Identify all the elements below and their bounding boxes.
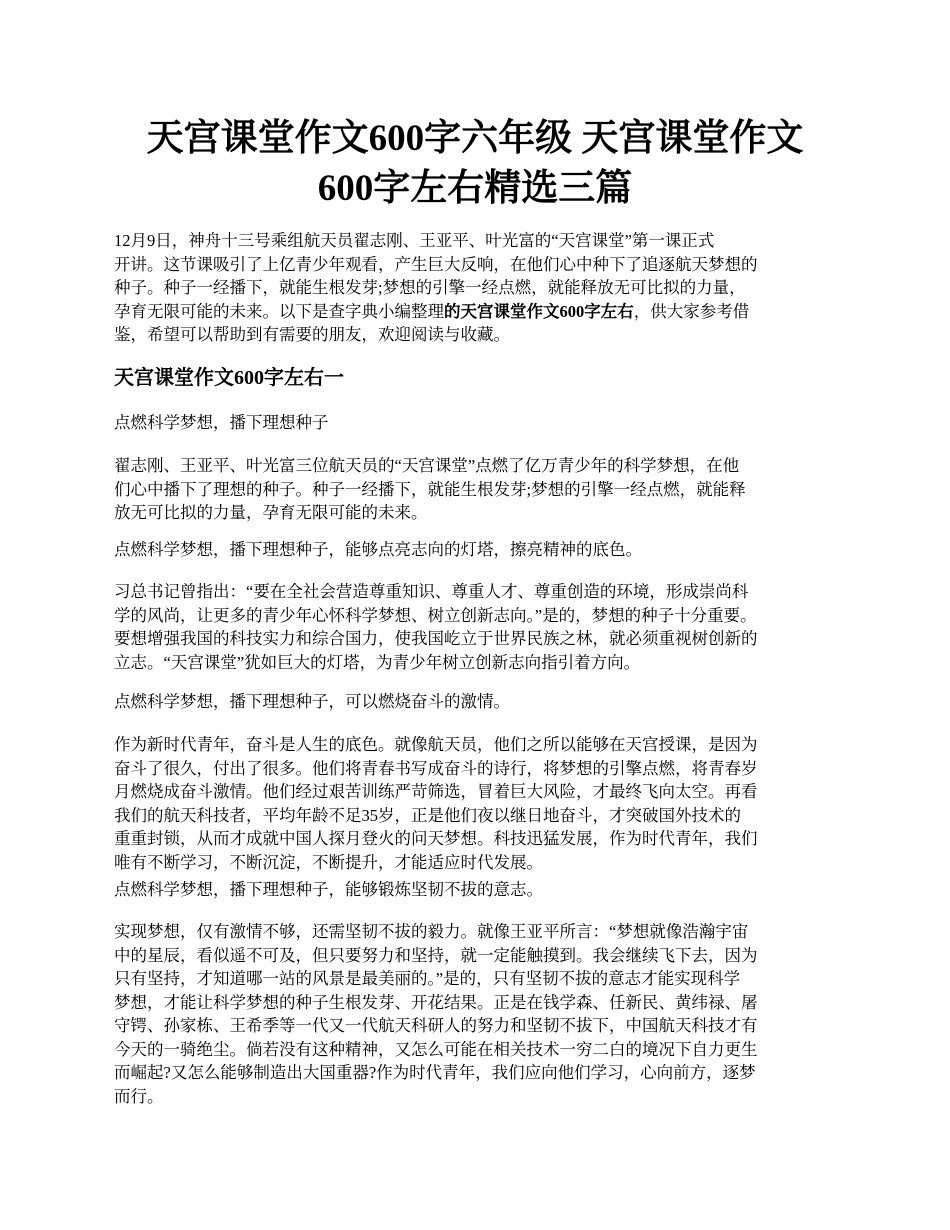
paragraph-line: 而行。 <box>114 1086 164 1106</box>
paragraph-line: 学的风尚，让更多的青少年心怀科学梦想、树立创新志向。”是的，梦想的种子十分重要。 <box>114 605 757 625</box>
intro-line: 开讲。这节课吸引了上亿青少年观看，产生巨大反响，在他们心中种下了追逐航天梦想的 <box>114 254 758 274</box>
intro-line: 鉴，希望可以帮助到有需要的朋友，欢迎阅读与收藏。 <box>114 325 510 344</box>
intro-line: 12月9日，神舟十三号乘组航天员翟志刚、王亚平、叶光富的“天宫课堂”第一课正式 <box>114 231 715 250</box>
page-title <box>110 114 840 214</box>
section-subtitle <box>114 411 844 435</box>
intro-text: ，供大家参考借 <box>633 301 750 321</box>
paragraph-line: 重重封锁，从而才成就中国人探月登火的问天梦想。科技迅猛发展，作为时代青年，我们 <box>114 829 758 848</box>
intro-paragraph <box>114 229 844 347</box>
paragraph-line: 习总书记曾指出：“要在全社会营造尊重知识、尊重人才、尊重创造的环境，形成崇尚科 <box>114 582 749 601</box>
title-line-2: 600字左右精选三篇 <box>317 168 633 209</box>
paragraph-line: 翟志刚、王亚平、叶光富三位航天员的“天宫课堂”点燃了亿万青少年的科学梦想，在他 <box>114 456 740 475</box>
paragraph-line: 点燃科学梦想，播下理想种子，可以燃烧奋斗的激情。 <box>114 692 510 711</box>
paragraph-line: 放无可比拟的力量，孕育无限可能的未来。 <box>114 503 428 522</box>
paragraph-line: 们心中播下了理想的种子。种子一经播下，就能生根发芽;梦想的引擎一经点燃，就能释 <box>114 479 746 499</box>
paragraph-4 <box>114 690 844 714</box>
paragraph-line: 我们的航天科技者，平均年龄不足35岁，正是他们夜以继日地奋斗，才突破国外技术的 <box>114 805 741 825</box>
paragraph-line: 今天的一骑绝尘。倘若没有这种精神，又怎么可能在相关技术一穷二白的境况下自力更生 <box>114 1039 758 1059</box>
paragraph-line: 点燃科学梦想，播下理想种子，能够锻炼坚韧不拔的意志。 <box>114 880 543 899</box>
paragraph-line: 月燃烧成奋斗激情。他们经过艰苦训练严苛筛选，冒着巨大风险，才最终飞向太空。再看 <box>114 782 758 801</box>
paragraph-line: 实现梦想，仅有激情不够，还需坚韧不拔的毅力。就像王亚平所言：“梦想就像浩瀚宇宙 <box>114 922 749 941</box>
intro-line <box>114 300 844 324</box>
paragraph-line: 立志。“天宫课堂”犹如巨大的灯塔，为青少年树立创新志向指引着方向。 <box>114 652 641 672</box>
paragraph-5 <box>114 733 844 874</box>
paragraph-line: 中的星辰，看似遥不可及，但只要努力和坚持，就一定能触摸到。我会继续飞下去，因为 <box>114 945 758 965</box>
paragraph-line: 要想增强我国的科技实力和综合国力，使我国屹立于世界民族之林，就必须重视树创新的 <box>114 629 758 648</box>
paragraph-line: 梦想，才能让科学梦想的种子生根发芽、开花结果。正是在钱学森、任新民、黄纬禄、屠 <box>114 992 758 1012</box>
paragraph-line: 守锷、孙家栋、王希季等一代又一代航天科研人的努力和坚韧不拔下，中国航天科技才有 <box>114 1016 758 1035</box>
paragraph-2 <box>114 538 844 562</box>
paragraph-line: 而崛起?又怎么能够制造出大国重器?作为时代青年，我们应向他们学习，心向前方，逐梦 <box>114 1063 756 1082</box>
intro-text: 孕育无限可能的未来。以下是查字典小编整理 <box>114 301 444 321</box>
section-heading: 天宫课堂作文600字左右一 <box>114 367 344 389</box>
title-line-1: 天宫课堂作文600字六年级 天宫课堂作文 <box>146 118 804 159</box>
subtitle-line: 点燃科学梦想，播下理想种子 <box>114 413 329 432</box>
intro-line: 种子。种子一经播下，就能生根发芽;梦想的引擎一经点燃，就能释放无可比拟的力量， <box>114 278 746 297</box>
paragraph-line: 唯有不断学习，不断沉淀，不断提升，才能适应时代发展。 <box>114 852 543 872</box>
paragraph-1 <box>114 454 844 525</box>
paragraph-line: 作为新时代青年，奋斗是人生的底色。就像航天员，他们之所以能够在天宫授课，是因为 <box>114 735 758 754</box>
intro-link-text: 的天宫课堂作文600字左右 <box>444 301 634 321</box>
paragraph-line: 只有坚持，才知道哪一站的风景是最美丽的。”是的，只有坚韧不拔的意志才能实现科学 <box>114 969 741 988</box>
paragraph-line: 奋斗了很久，付出了很多。他们将青春书写成奋斗的诗行，将梦想的引擎点燃，将青春岁 <box>114 758 758 778</box>
paragraph-6 <box>114 878 844 902</box>
paragraph-line: 点燃科学梦想，播下理想种子，能够点亮志向的灯塔，擦亮精神的底色。 <box>114 540 642 559</box>
paragraph-3 <box>114 580 844 674</box>
paragraph-7 <box>114 920 844 1108</box>
